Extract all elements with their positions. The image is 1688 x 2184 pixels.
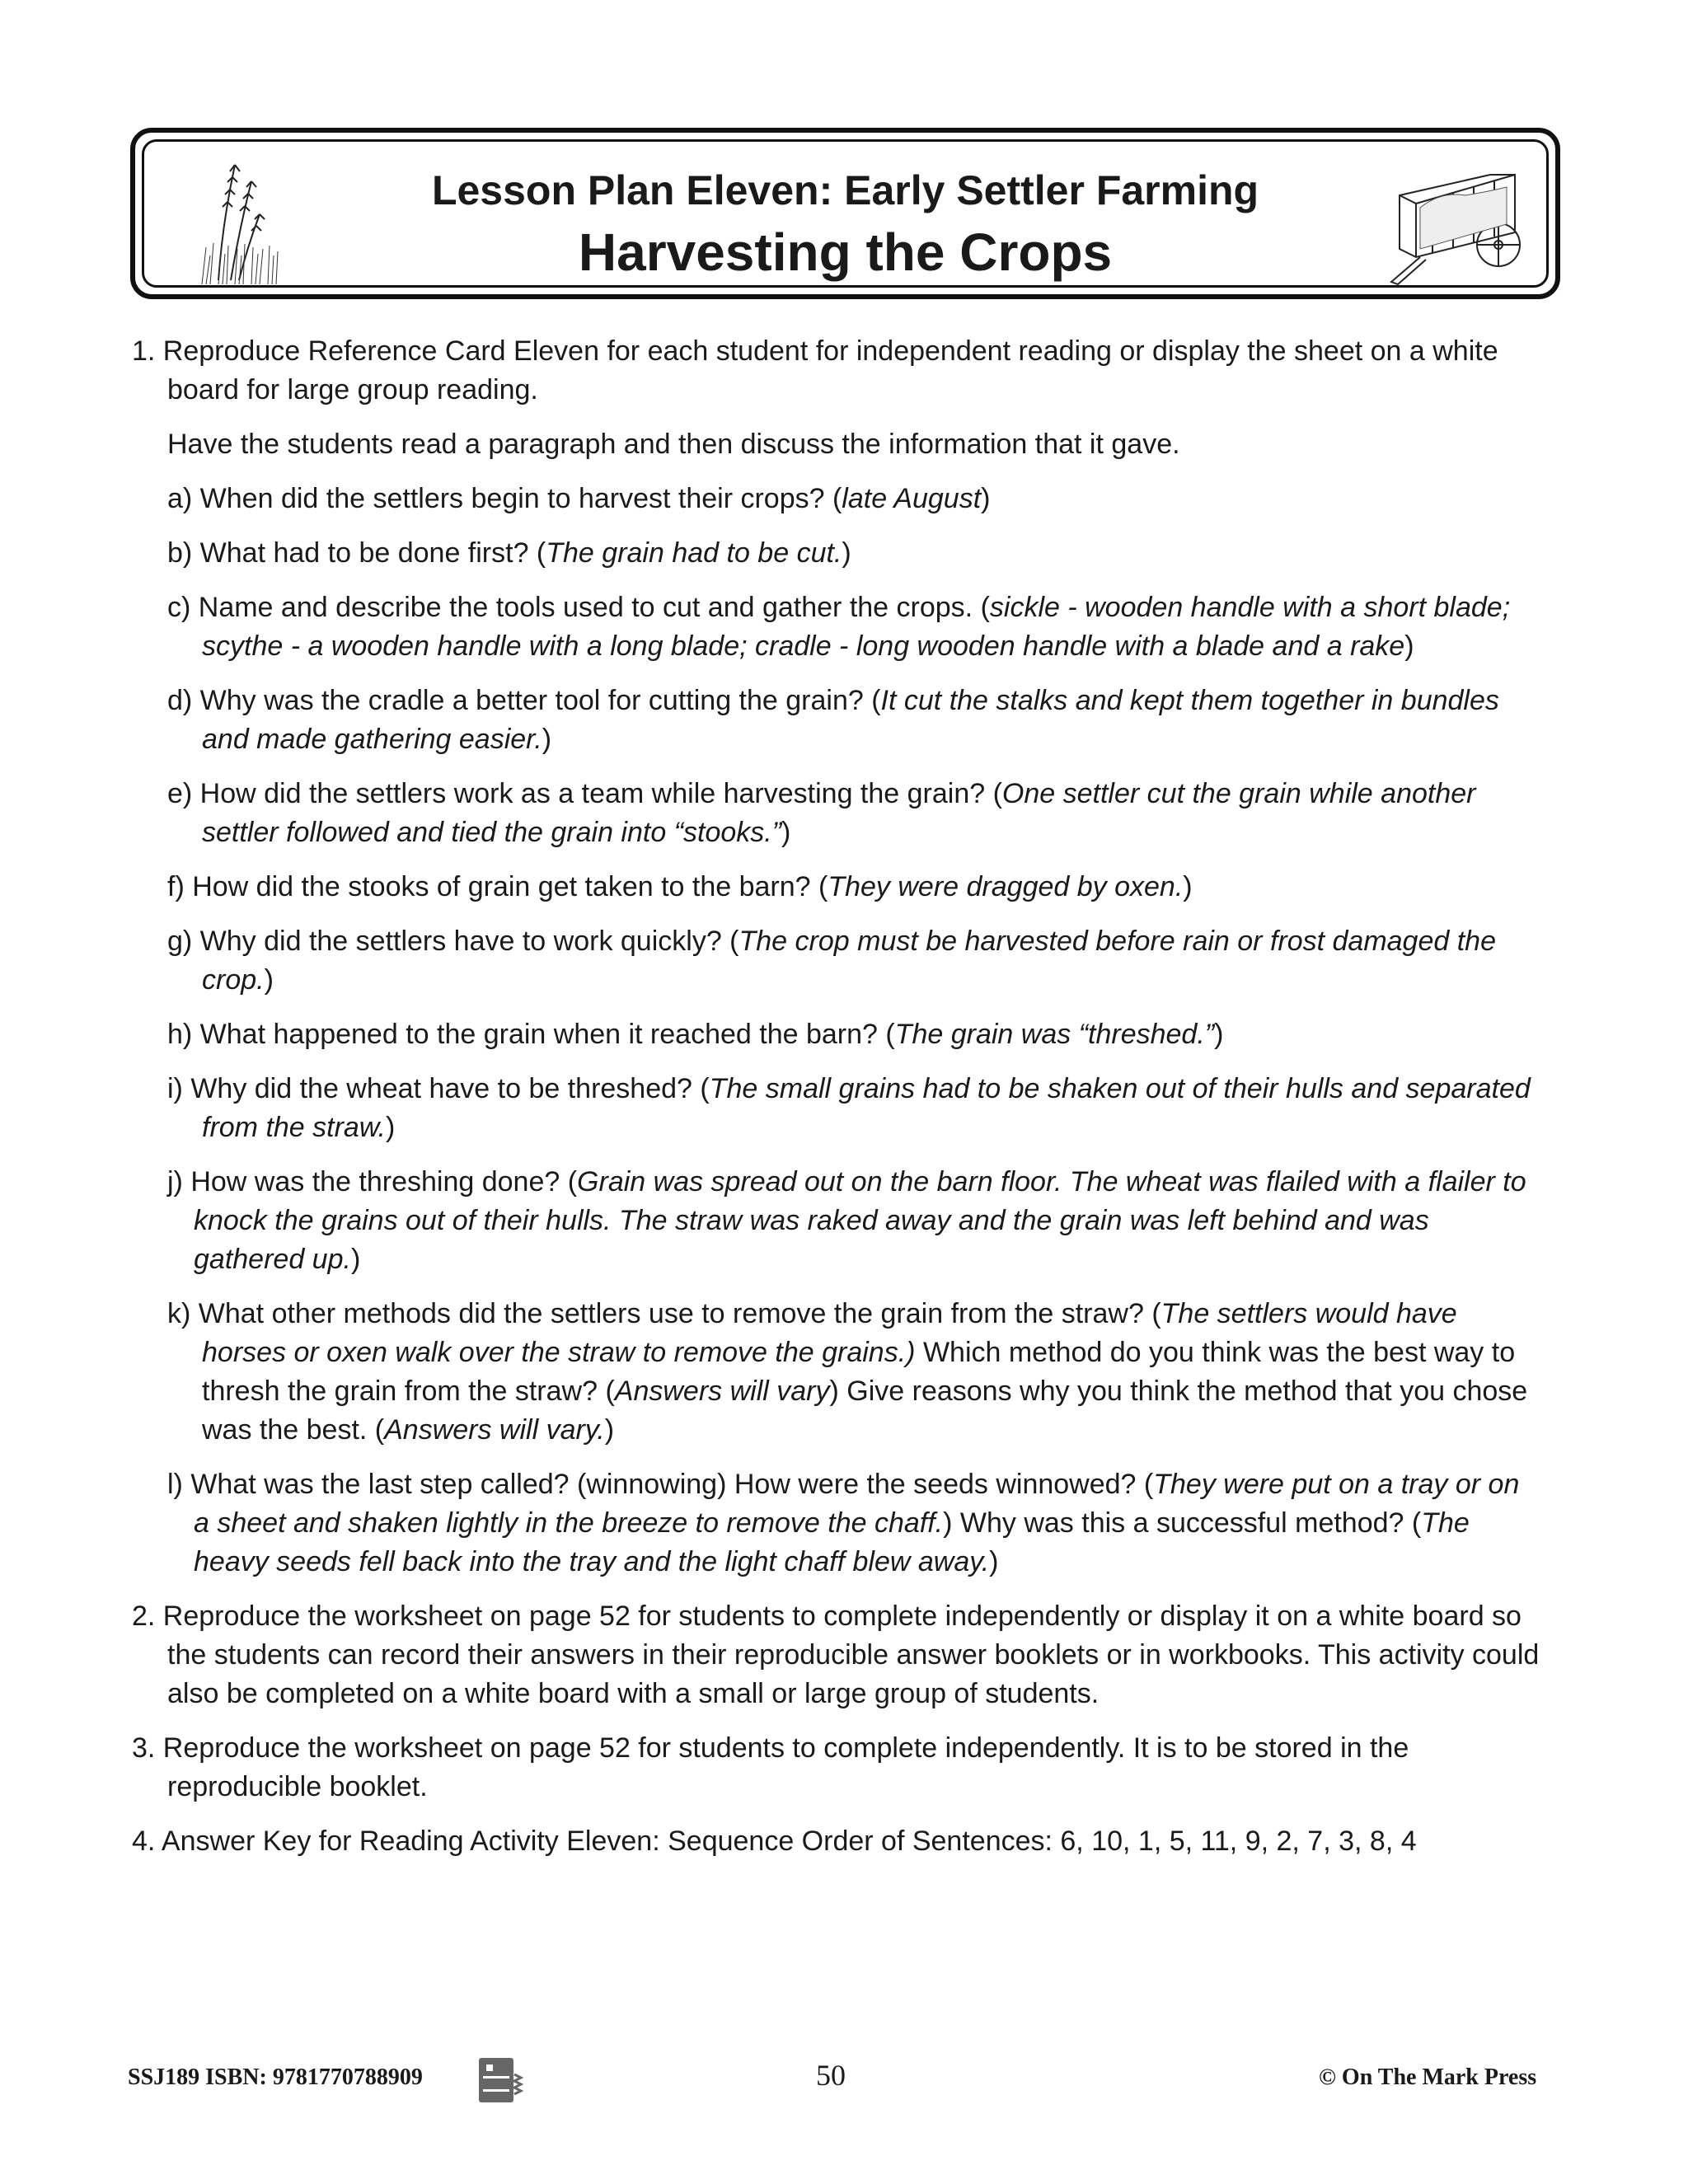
question-text: g) Why did the settlers have to work quickly? ( [167, 926, 739, 957]
answer-text: The heavy seeds fell back into the tray and the light chaff blew away. [194, 1507, 1470, 1577]
hay-cart-illustration [1383, 158, 1531, 290]
list-item [132, 922, 1541, 1000]
question-text: a) When did the settlers begin to harvest their crops? ( [167, 483, 842, 514]
question-text: e) How did the settlers work as a team while harvesting the grain? ( [167, 778, 1002, 809]
question-text: ) [385, 1112, 396, 1143]
footer-copyright: © On The Mark Press [1319, 2064, 1537, 2090]
list-item [132, 1163, 1541, 1279]
question-text: ) [264, 964, 274, 996]
question-text: ) [1183, 871, 1193, 902]
answer-text: The settlers would have horses or oxen walk over the straw to remove the grains.) [202, 1298, 1457, 1368]
answer-text: The crop must be harvested before rain or frost damaged the crop. [202, 926, 1496, 996]
lesson-subtitle: Lesson Plan Eleven: Early Settler Farming [431, 167, 1259, 213]
list-item [132, 588, 1541, 666]
question-text: 1. Reproduce Reference Card Eleven for each student for independent reading or display the sheet on a white board for large group reading. [132, 335, 1498, 405]
question-text: ) Why was this a successful method? ( [943, 1507, 1422, 1539]
question-text: 3. Reproduce the worksheet on page 52 for students to complete independently. It is to be stored in the reproducible booklet. [132, 1732, 1409, 1802]
header-banner [130, 128, 1560, 299]
list-item [132, 775, 1541, 852]
question-text: ) [842, 537, 851, 569]
answer-text: Answers will vary [614, 1376, 830, 1407]
answer-text: They were put on a tray or on a sheet and shaken lightly in the breeze to remove the chaff. [194, 1469, 1520, 1539]
question-text: ) [1214, 1019, 1224, 1050]
question-text: Which method do you think was the best way to thresh the grain from the straw? ( [202, 1337, 1516, 1407]
list-item [132, 868, 1541, 907]
question-text: 2. Reproduce the worksheet on page 52 for students to complete independently or display it on a white board so the students can record their answers in their reproducible answer booklets or in workbooks. This activity could also be completed on a white board with a small or large group of students. [132, 1601, 1540, 1709]
answer-text: One settler cut the grain while another settler followed and tied the grain into “stooks.” [202, 778, 1476, 848]
answer-text: sickle - wooden handle with a short blade; scythe - a wooden handle with a long blade; cradle - long wooden handle with a blade and a rake [202, 592, 1511, 662]
list-item [132, 480, 1541, 518]
list-item [132, 1015, 1541, 1054]
question-text: k) What other methods did the settlers use to remove the grain from the straw? ( [167, 1298, 1161, 1329]
question-text: ) [604, 1414, 615, 1446]
answer-text: Answers will vary. [384, 1414, 605, 1446]
filing-cabinet-icon [476, 2056, 526, 2106]
question-text: b) What had to be done first? ( [167, 537, 546, 569]
answer-text: It cut the stalks and kept them together in bundles and made gathering easier. [202, 685, 1499, 755]
answer-text: Grain was spread out on the barn floor. The wheat was flailed with a flailer to knock the grains out of their hulls. The straw was raked away and the grain was left behind and was gathered up. [194, 1166, 1526, 1275]
question-text: h) What happened to the grain when it reached the barn? ( [167, 1019, 895, 1050]
list-item [132, 1070, 1541, 1147]
question-text: ) [989, 1546, 999, 1577]
page-number: 50 [816, 2059, 846, 2092]
list-item [132, 1295, 1541, 1450]
list-item [132, 332, 1541, 410]
question-text: ) [781, 817, 791, 848]
page-title: Harvesting the Crops [578, 223, 1113, 282]
list-item [132, 534, 1541, 573]
question-text: d) Why was the cradle a better tool for cutting the grain? ( [167, 685, 881, 716]
question-text: ) [350, 1244, 361, 1275]
list-item [132, 1465, 1541, 1582]
list-item [132, 1597, 1541, 1713]
answer-text: The small grains had to be shaken out of their hulls and separated from the straw. [202, 1073, 1531, 1143]
question-text: l) What was the last step called? (winnowing) How were the seeds winnowed? ( [167, 1469, 1154, 1500]
question-text: ) Give reasons why you think the method that you chose was the best. ( [202, 1376, 1528, 1446]
question-text: ) [1404, 630, 1414, 662]
question-text: c) Name and describe the tools used to cut and gather the crops. ( [167, 592, 990, 623]
list-item [132, 1822, 1541, 1861]
question-text: ) [542, 724, 552, 755]
question-text: j) How was the threshing done? ( [167, 1166, 578, 1197]
list-item [132, 682, 1541, 759]
answer-text: late August [842, 483, 982, 514]
question-text: f) How did the stooks of grain get taken to the barn? ( [167, 871, 828, 902]
question-text: Have the students read a paragraph and then discuss the information that it gave. [167, 429, 1180, 460]
question-text: 4. Answer Key for Reading Activity Eleven: Sequence Order of Sentences: 6, 10, 1, 5, 11, 9, 2, 7, 3, 8, 4 [132, 1825, 1417, 1857]
question-text: i) Why did the wheat have to be threshed? ( [167, 1073, 710, 1104]
list-item [132, 425, 1541, 464]
question-text: ) [981, 483, 991, 514]
header-inner-border [142, 139, 1549, 288]
list-item [132, 1729, 1541, 1807]
footer-isbn: SSJ189 ISBN: 9781770788909 [128, 2064, 423, 2090]
answer-text: The grain was “threshed.” [894, 1019, 1215, 1050]
answer-text: They were dragged by oxen. [828, 871, 1184, 902]
lesson-body [132, 332, 1541, 1877]
answer-text: The grain had to be cut. [546, 537, 842, 569]
